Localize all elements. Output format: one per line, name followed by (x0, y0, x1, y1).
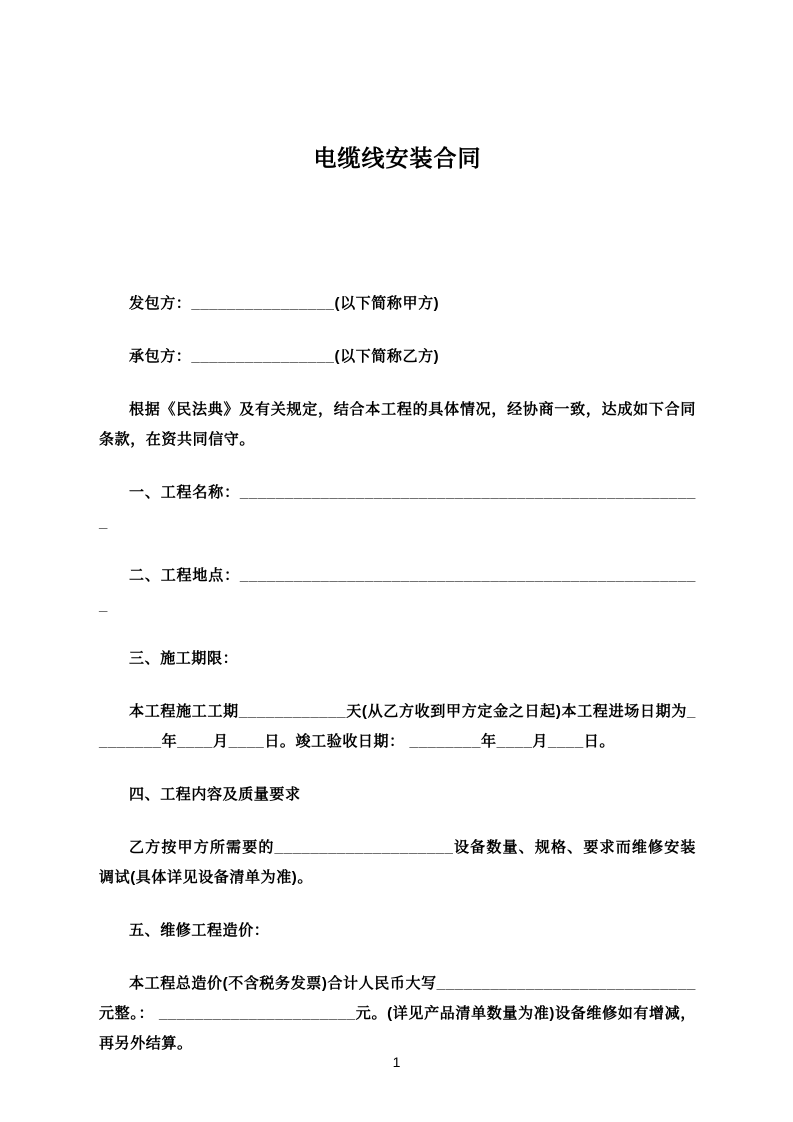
party-a-line: 发包方：________________(以下简称甲方) (129, 295, 440, 312)
section-3-construction-period-heading: 三、施工期限： (129, 650, 239, 667)
section-5-details: 本工程总造价(不含税务发票)合计人民币大写_____________________________元整。： ______________________元。(详见产品清单数量为准)设备维修如有增减，再另外结算。 (99, 975, 696, 1052)
section-4-details: 乙方按甲方所需要的____________________设备数量、规格、要求而维修安装调试(具体详见设备清单为准)。 (99, 839, 696, 886)
section-5-cost-heading: 五、维修工程造价： (129, 922, 270, 939)
party-b-line: 承包方：________________(以下简称乙方) (129, 348, 440, 365)
document-content (99, 140, 696, 1082)
document-title: 电缆线安装合同 (313, 145, 482, 171)
page-number: 1 (392, 1054, 401, 1070)
construction-period-details: 本工程施工工期____________天(从乙方收到甲方定金之日起)本工程进场日期为________年____月____日。竣工验收日期： ________年____月____日。 (99, 703, 696, 750)
section-2-project-location: 二、工程地点：____________________________________________________ (99, 567, 696, 614)
preamble-paragraph: 根据《民法典》及有关规定，结合本工程的具体情况，经协商一致，达成如下合同条款，在资共同信守。 (99, 401, 696, 448)
section-1-project-name: 一、工程名称：____________________________________________________ (99, 484, 696, 531)
section-4-content-quality-heading: 四、工程内容及质量要求 (129, 786, 301, 803)
